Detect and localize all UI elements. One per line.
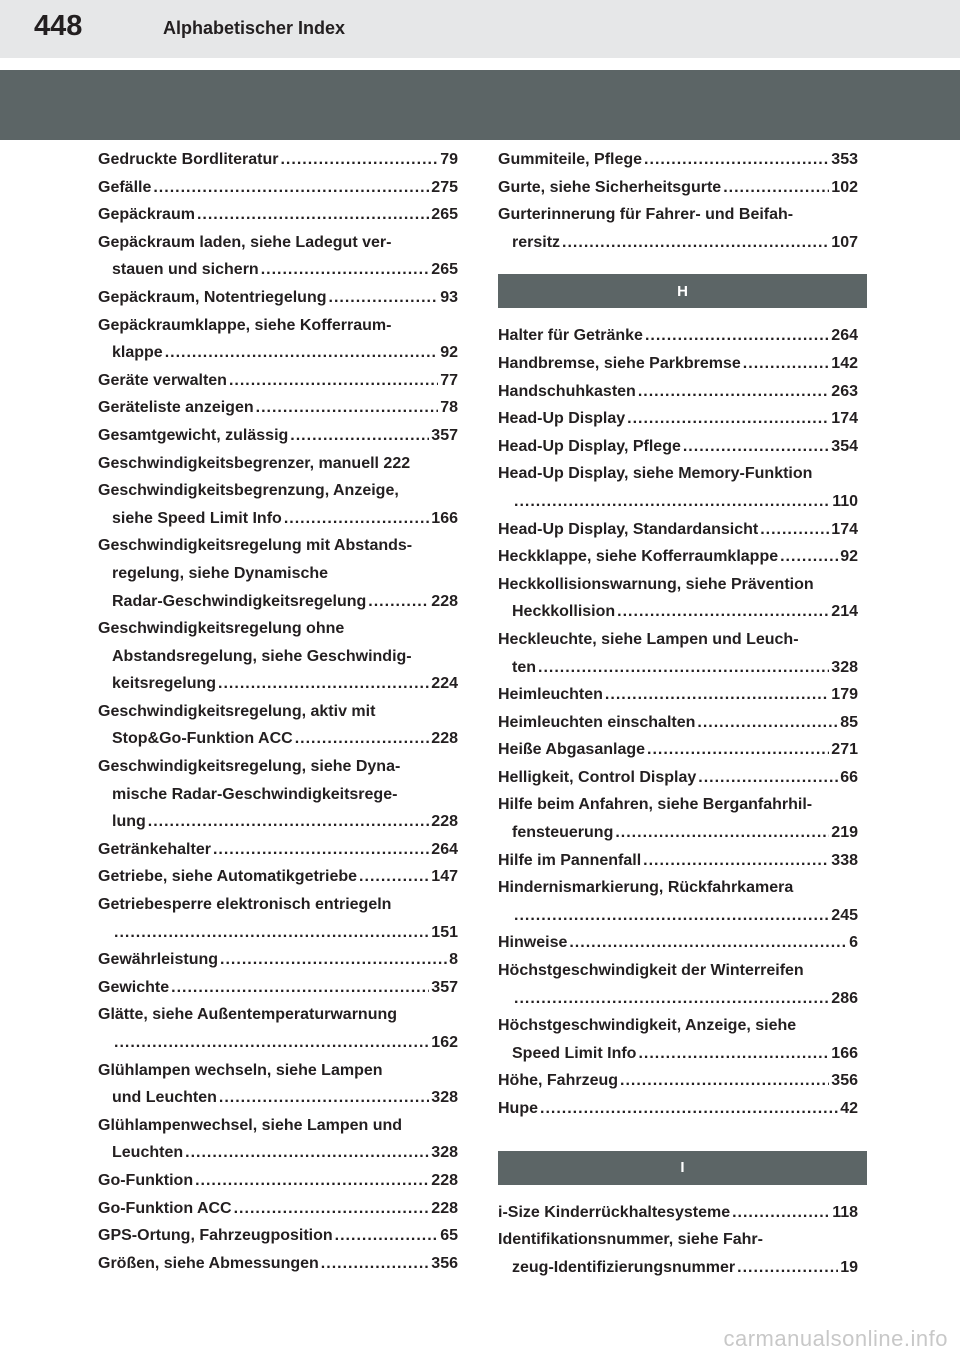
index-entry-page: 174 — [831, 520, 858, 538]
index-entry — [98, 1195, 458, 1223]
leader-dots — [256, 394, 439, 422]
index-entry-page: 338 — [831, 851, 858, 869]
index-entry-text: Halter für Getränke — [498, 327, 643, 345]
leader-dots — [605, 681, 829, 709]
index-entry — [98, 450, 458, 478]
index-entry — [98, 753, 458, 836]
leader-dots — [229, 367, 438, 395]
index-entry-text: Glühlampenwechsel, siehe Lampen und — [98, 1116, 403, 1134]
index-entry-text: GPS-Ortung, Fahrzeugposition — [98, 1227, 333, 1245]
leader-dots — [359, 863, 429, 891]
leader-dots — [195, 1167, 429, 1195]
leader-dots — [644, 146, 829, 174]
index-entry — [498, 1199, 858, 1227]
index-entry — [98, 229, 458, 284]
index-entry-page: 179 — [831, 686, 858, 704]
leader-dots — [732, 1199, 830, 1227]
leader-dots — [335, 1222, 439, 1250]
index-entry-page: 265 — [431, 261, 458, 279]
index-entry-page: 265 — [431, 206, 458, 224]
index-entry — [98, 477, 458, 532]
index-entry-text: Geschwindigkeitsbegrenzung, Anzeige, — [98, 482, 399, 500]
leader-dots — [165, 339, 439, 367]
index-entry — [498, 874, 858, 929]
leader-dots — [698, 764, 838, 792]
leader-dots — [620, 1067, 829, 1095]
leader-dots — [261, 256, 430, 284]
index-entry — [98, 1001, 458, 1056]
index-entry — [98, 201, 458, 229]
leader-dots — [295, 725, 430, 753]
page-title: Alphabetischer Index — [163, 18, 346, 38]
page-number: 448 — [34, 10, 83, 42]
index-entry-text: Heckklappe, siehe Kofferraumklappe — [498, 548, 779, 566]
index-entry — [498, 847, 858, 875]
index-entry-text: Gurterinnerung für Fahrer- und Beifah- — [498, 206, 794, 224]
section-letter-h: H — [498, 274, 867, 308]
index-entry-page: 328 — [431, 1089, 458, 1107]
index-entry-text: Gesamtgewicht, zulässig — [98, 426, 289, 444]
leader-dots — [321, 1250, 430, 1278]
index-entry-text: fensteuerung — [512, 824, 614, 842]
leader-dots — [514, 488, 830, 516]
index-entry-text: Gepäckraum, Notentriegelung — [98, 288, 327, 306]
index-entry — [98, 1222, 458, 1250]
index-entry-page: 224 — [431, 675, 458, 693]
index-entry-text: Geschwindigkeitsregelung, aktiv mit — [98, 702, 376, 720]
index-entry — [498, 350, 858, 378]
index-entry-page: 275 — [431, 178, 458, 196]
index-entry-text: Handbremse, siehe Parkbremse — [498, 354, 741, 372]
leader-dots — [329, 284, 439, 312]
index-entry — [498, 681, 858, 709]
index-entry — [98, 1057, 458, 1112]
index-entry — [498, 405, 858, 433]
index-entry-page: 147 — [431, 868, 458, 886]
index-entry — [98, 532, 458, 615]
index-entry-page: 174 — [831, 410, 858, 428]
index-entry-page: 42 — [840, 1100, 858, 1117]
index-entry-page: 118 — [832, 1203, 858, 1221]
index-entry-text: Stop&Go-Funktion ACC — [112, 730, 293, 748]
leader-dots — [615, 819, 829, 847]
index-entry-page: 78 — [440, 399, 458, 417]
index-entry-text: Heimleuchten einschalten — [498, 713, 696, 731]
index-entry-text: Höchstgeschwindigkeit, Anzeige, siehe — [498, 1017, 797, 1035]
index-entry-page: 8 — [449, 951, 458, 969]
index-entry-text: Head-Up Display, Standardansicht — [498, 520, 759, 538]
index-entry-text: Identifikationsnummer, siehe Fahr- — [498, 1231, 763, 1249]
index-entry-page: 228 — [431, 1199, 458, 1217]
index-entry — [98, 174, 458, 202]
leader-dots — [234, 1195, 430, 1223]
index-entry-page: 151 — [431, 923, 458, 941]
leader-dots — [723, 174, 829, 202]
index-entry-page: 357 — [431, 978, 458, 996]
index-entry — [98, 891, 458, 946]
index-entry-text: Gepäckraum — [98, 206, 195, 224]
index-entry-text: regelung, siehe Dynamische — [112, 564, 329, 582]
leader-dots — [617, 598, 829, 626]
index-entry — [98, 422, 458, 450]
index-entry-text: Hilfe im Pannenfall — [498, 851, 642, 869]
index-entry — [498, 929, 858, 957]
index-entry-text: Geschwindigkeitsregelung mit Abstands- — [98, 537, 413, 555]
index-entry — [498, 571, 858, 626]
index-entry — [98, 367, 458, 395]
index-entry — [98, 946, 458, 974]
index-entry — [498, 626, 858, 681]
index-entry-text: klappe — [112, 344, 163, 362]
index-entry — [98, 394, 458, 422]
index-entry — [498, 709, 858, 737]
index-entry-text: Gepäckraumklappe, siehe Kofferraum- — [98, 316, 392, 334]
index-entry-text: Go-Funktion ACC — [98, 1199, 232, 1217]
index-column-right — [498, 146, 858, 1281]
leader-dots — [153, 174, 429, 202]
leader-dots — [638, 378, 829, 406]
index-entry — [498, 201, 858, 256]
index-entry-text: Getriebesperre elektronisch entriegeln — [98, 896, 392, 914]
index-entry-page: 110 — [832, 492, 858, 510]
index-entry-text: Heimleuchten — [498, 686, 603, 704]
index-entry-text: Heckleuchte, siehe Lampen und Leuch- — [498, 630, 799, 648]
index-entry-page: 357 — [431, 426, 458, 444]
leader-dots — [540, 1095, 838, 1123]
index-entry — [498, 1226, 858, 1281]
index-entry — [98, 312, 458, 367]
leader-dots — [780, 543, 838, 571]
index-entry-page: 286 — [831, 989, 858, 1007]
leader-dots — [743, 350, 830, 378]
index-entry-page: 92 — [440, 344, 458, 362]
index-entry-text: Glühlampen wechseln, siehe Lampen — [98, 1061, 383, 1079]
index-entry-text: ten — [512, 658, 536, 676]
leader-dots — [280, 146, 438, 174]
index-entry — [98, 1167, 458, 1195]
index-entry — [498, 174, 858, 202]
leader-dots — [213, 836, 429, 864]
index-entry — [498, 957, 858, 1012]
index-entry-page: 271 — [831, 741, 858, 759]
index-entry-text: Gewährleistung — [98, 951, 219, 969]
index-entry-page: 66 — [840, 768, 858, 786]
index-entry-text: siehe Speed Limit Info — [112, 509, 282, 527]
index-entry — [498, 146, 858, 174]
leader-dots — [760, 516, 829, 544]
index-entry-page: 65 — [440, 1227, 458, 1245]
index-entry — [98, 284, 458, 312]
watermark: carmanualsonline.info — [723, 1326, 948, 1351]
index-entry-text: Head-Up Display, Pflege — [498, 437, 681, 455]
index-entry — [98, 974, 458, 1002]
index-entry-text: Hilfe beim Anfahren, siehe Berganfahrhil- — [498, 796, 813, 814]
leader-dots — [647, 736, 829, 764]
index-entry — [498, 736, 858, 764]
index-entry — [498, 322, 858, 350]
index-entry-text: Helligkeit, Control Display — [498, 768, 697, 786]
index-entry-text: Abstandsregelung, siehe Geschwindig- — [112, 647, 412, 665]
leader-dots — [114, 919, 429, 947]
index-entry-text: Radar-Geschwindigkeitsregelung — [112, 592, 367, 610]
leader-dots — [220, 946, 447, 974]
index-entry-text: Heckkollisionswarnung, siehe Prävention — [498, 575, 814, 593]
index-entry-text: und Leuchten — [112, 1089, 217, 1107]
index-entry-page: 228 — [431, 813, 458, 831]
index-entry-page: 228 — [431, 592, 458, 610]
index-entry-text: lung — [112, 813, 146, 831]
index-entry-text: Gefälle — [98, 178, 152, 196]
index-entry-page: 245 — [831, 906, 858, 924]
index-entry-page: 142 — [831, 354, 858, 372]
index-entry-text: Go-Funktion — [98, 1171, 194, 1189]
index-entry-page: 85 — [840, 713, 858, 731]
index-entry-text: Heckkollision — [512, 603, 616, 621]
index-entry — [498, 764, 858, 792]
index-entry-page: 93 — [440, 288, 458, 306]
index-entry-page: 79 — [440, 151, 458, 168]
index-entry — [98, 1250, 458, 1278]
index-entry-text: i-Size Kinderrückhaltesysteme — [498, 1203, 731, 1221]
index-entry — [98, 615, 458, 698]
index-entry — [98, 863, 458, 891]
index-entry-page: 214 — [831, 603, 858, 621]
index-entry-page: 77 — [440, 371, 458, 389]
index-entry-text: keitsregelung — [112, 675, 217, 693]
index-entry-text: Gummiteile, Pflege — [498, 151, 643, 168]
section-letter-i: I — [498, 1151, 867, 1185]
index-entry-text: Geräte verwalten — [98, 371, 227, 389]
leader-dots — [148, 808, 430, 836]
index-entry-text: Hupe — [498, 1100, 538, 1117]
index-entry-text: Getränkehalter — [98, 840, 211, 858]
leader-dots — [171, 974, 429, 1002]
index-entry-page: 328 — [831, 658, 858, 676]
index-entry-text: Leuchten — [112, 1144, 184, 1162]
index-entry-text: Hindernismarkierung, Rückfahrkamera — [498, 879, 794, 897]
index-entry-page: 356 — [431, 1254, 458, 1272]
index-entry — [498, 378, 858, 406]
index-entry — [98, 1112, 458, 1167]
index-entry-page: 228 — [431, 1171, 458, 1189]
leader-dots — [514, 985, 829, 1013]
leader-dots — [737, 1254, 838, 1282]
index-entry-text: stauen und sichern — [112, 261, 259, 279]
index-entry-page: 6 — [849, 934, 858, 952]
index-entry-text: Gedruckte Bordliteratur — [98, 151, 279, 168]
index-entry-page: 354 — [831, 437, 858, 455]
index-entry-text: Head-Up Display — [498, 410, 626, 428]
index-entry-text: zeug-Identifizierungsnummer — [512, 1258, 736, 1276]
index-entry-page: 219 — [831, 824, 858, 842]
index-entry-text: Handschuhkasten — [498, 382, 636, 400]
leader-dots — [683, 433, 829, 461]
index-entry-page: 264 — [831, 327, 858, 345]
index-entry-page: 263 — [831, 382, 858, 400]
leader-dots — [368, 588, 429, 616]
leader-dots — [284, 505, 429, 533]
index-entry — [498, 433, 858, 461]
leader-dots — [638, 1040, 829, 1068]
index-column-left — [98, 146, 458, 1277]
index-entry-page: 107 — [831, 233, 858, 251]
index-entry — [498, 1012, 858, 1067]
index-entry-text: Gurte, siehe Sicherheitsgurte — [498, 178, 722, 196]
index-entry-text: Glätte, siehe Außentemperaturwarnung — [98, 1006, 398, 1024]
leader-dots — [114, 1029, 429, 1057]
index-entry-page: 166 — [431, 509, 458, 527]
index-entry-text: Gewichte — [98, 978, 170, 996]
index-entry-text: Höhe, Fahrzeug — [498, 1072, 619, 1090]
index-entry-page: 102 — [831, 178, 858, 196]
index-entry-text: Head-Up Display, siehe Memory-Funktion — [498, 465, 813, 483]
leader-dots — [643, 847, 829, 875]
index-entry — [498, 516, 858, 544]
index-entry-text: Getriebe, siehe Automatikgetriebe — [98, 868, 358, 886]
leader-dots — [569, 929, 847, 957]
index-entry-page: 19 — [840, 1258, 858, 1276]
index-entry — [498, 1095, 858, 1123]
index-entry — [98, 698, 458, 753]
index-entry-page: 264 — [431, 840, 458, 858]
index-entry-page: 92 — [840, 548, 858, 566]
index-entry-text: Geschwindigkeitsregelung, siehe Dyna- — [98, 758, 401, 776]
index-entry-text: Heiße Abgasanlage — [498, 741, 646, 759]
index-entry-page: 162 — [431, 1034, 458, 1051]
index-entry-text: Geräteliste anzeigen — [98, 399, 254, 417]
index-entry — [498, 1067, 858, 1095]
leader-dots — [219, 1084, 429, 1112]
index-entry-text: Höchstgeschwindigkeit der Winterreifen — [498, 962, 804, 980]
leader-dots — [290, 422, 429, 450]
index-entry-text: mische Radar-Geschwindigkeitsrege- — [112, 785, 398, 803]
index-entry-page: 228 — [431, 730, 458, 748]
leader-dots — [697, 709, 838, 737]
index-entry-text: Hinweise — [498, 934, 568, 952]
index-entry — [98, 146, 458, 174]
index-entry-text: Speed Limit Info — [512, 1044, 637, 1062]
leader-dots — [218, 670, 429, 698]
index-entry — [498, 460, 858, 515]
index-entry-page: 328 — [431, 1144, 458, 1162]
index-entry-page: 356 — [831, 1072, 858, 1090]
index-entry-text: Größen, siehe Abmessungen — [98, 1254, 319, 1272]
index-entry-text: Geschwindigkeitsbegrenzer, manuell 222 — [98, 454, 411, 472]
leader-dots — [562, 229, 829, 257]
index-entry — [98, 836, 458, 864]
page-header — [0, 0, 960, 58]
index-entry — [498, 543, 858, 571]
header-band — [0, 70, 960, 140]
index-entry — [498, 791, 858, 846]
index-entry-page: 166 — [831, 1044, 858, 1062]
leader-dots — [645, 322, 829, 350]
leader-dots — [185, 1139, 429, 1167]
index-entry-text: Geschwindigkeitsregelung ohne — [98, 620, 345, 638]
index-entry-text: Gepäckraum laden, siehe Ladegut ver- — [98, 233, 392, 251]
index-entry-text: rersitz — [512, 233, 561, 251]
leader-dots — [538, 654, 829, 682]
leader-dots — [514, 902, 829, 930]
leader-dots — [627, 405, 829, 433]
index-entry-page: 353 — [831, 151, 858, 168]
leader-dots — [197, 201, 429, 229]
